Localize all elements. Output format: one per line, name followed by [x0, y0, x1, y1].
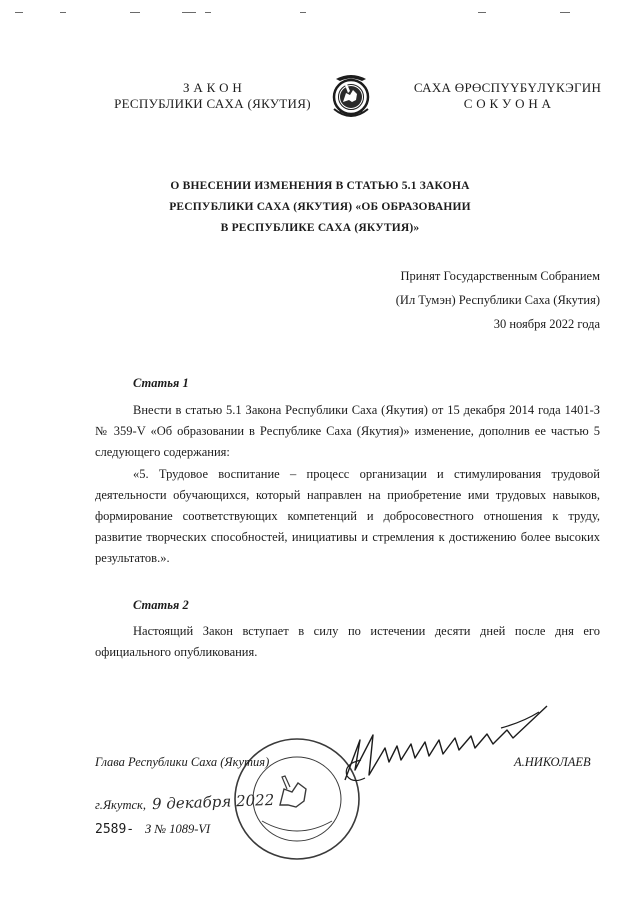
- registration-prefix: 2589-: [95, 822, 135, 837]
- adoption-line-2: (Ил Тумэн) Республики Саха (Якутия): [395, 293, 600, 307]
- header-republic-name: РЕСПУБЛИКИ САХА (ЯКУТИЯ): [114, 96, 311, 111]
- scan-noise: [300, 12, 306, 13]
- signing-place: г.Якутск,: [95, 798, 146, 812]
- title-line-1: О ВНЕСЕНИИ ИЗМЕНЕНИЯ В СТАТЬЮ 5.1 ЗАКОНА: [170, 180, 470, 192]
- adoption-line-1: Принят Государственным Собранием: [400, 269, 600, 283]
- adoption-note: [300, 264, 600, 336]
- registration-number: З № 1089-VI: [145, 822, 211, 836]
- scan-noise: [60, 12, 66, 13]
- scan-noise: [182, 12, 196, 13]
- scan-noise: [15, 12, 23, 13]
- handwritten-date: 9 декабря 2022: [151, 790, 275, 814]
- law-header-left: [110, 80, 315, 112]
- scan-noise: [478, 12, 486, 13]
- article-1-paragraph-2: «5. Трудовое воспитание – процесс организации и стимулирования трудовой деятельности обучающихся, который направлен на приобретение ими трудовых навыков, формирование соответствующих компетенций и добросовестного отношения к труду, развитие творческих способностей, инициативы и стремления к достижению более высоких результатов.».: [95, 467, 600, 565]
- adoption-date: 30 ноября 2022 года: [493, 317, 600, 331]
- signatory-position: Глава Республики Саха (Якутия): [95, 755, 270, 769]
- title-line-3: В РЕСПУБЛИКЕ САХА (ЯКУТИЯ)»: [220, 222, 420, 234]
- header-law-word: З А К О Н: [182, 80, 243, 95]
- article-2-paragraph-1: Настоящий Закон вступает в силу по истечении десяти дней после дня его официального опубликования.: [95, 624, 600, 659]
- signatory-name: А.НИКОЛАЕВ: [514, 755, 591, 769]
- article-1-heading: Статья 1: [133, 376, 189, 390]
- article-1-paragraph-1: Внести в статью 5.1 Закона Республики Саха (Якутия) от 15 декабря 2014 года 1401-З № 359-V «Об образовании в Республике Саха (Якутия)» изменение, дополнив ее частью 5 следующего содержания:: [95, 403, 600, 459]
- yakutia-coat-of-arms-icon: [331, 71, 371, 127]
- title-line-2: РЕСПУБЛИКИ САХА (ЯКУТИЯ) «ОБ ОБРАЗОВАНИИ: [169, 201, 471, 213]
- scan-noise: [205, 12, 211, 13]
- header-sakha-law-word: С О К У О Н А: [463, 96, 552, 111]
- law-header-right: [405, 80, 610, 112]
- header-sakha-republic: САХА ӨРӨСПҮҮБҮЛҮКЭГИН: [413, 80, 602, 95]
- scan-noise: [560, 12, 570, 13]
- document-title: [0, 176, 640, 239]
- handwritten-signature-icon: [325, 700, 555, 790]
- scan-noise: [130, 12, 140, 13]
- article-2-heading: Статья 2: [133, 598, 189, 612]
